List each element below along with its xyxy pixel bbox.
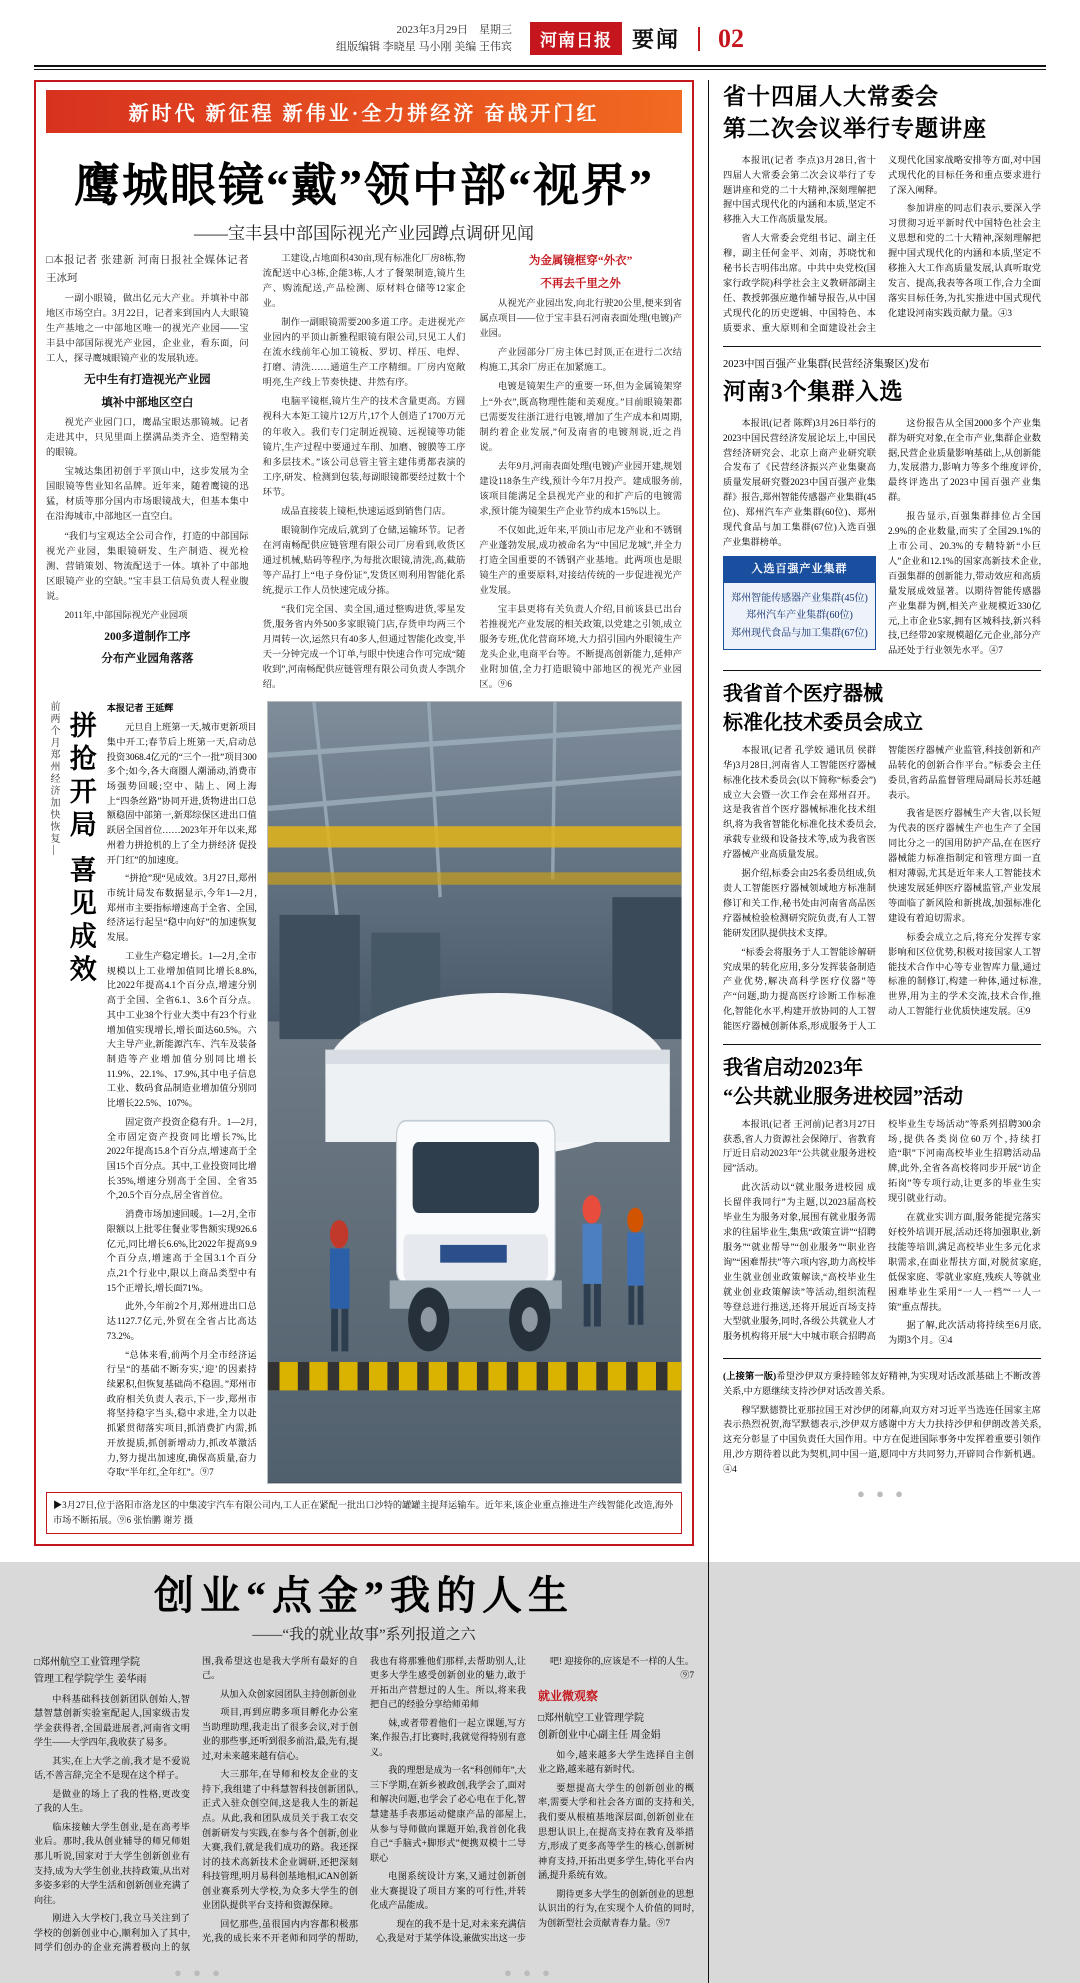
factory-photo-illustration (268, 702, 681, 1483)
s3-p4: 标委会成立之后,将充分发挥专家影响和区位优势,积极对接国家人工智能技术合作中心等专业智库力量,通过标准的制修订,构建一种体,通过标准,世界,用为主的学术交流,技术合作,推动人工智能行业优质快速发展。④9 (888, 931, 1041, 1017)
s1-p1: 省人大常委会党组书记、副主任穆，副主任何金平、刘南，苏晓忱和秘书长吉明伟出席。中共中央党校(国家行政学院)科学社会主义教研部副主任、教授郭强应邀作辅导报告,从中国式现代化的历史逻辑、中国特色、本质要求、重大原则和全面建设社会主义现代化国家战略安排等方面,对中国式现代化的目标任务和重点要求进行了深入阐释。 (723, 154, 1041, 333)
s3-p1: 据介绍,标委会由25名委员组成,负责人工智能医疗器械领域地方标准制修订和关工作,秘书处由河南省高品医疗器械检验检测研究院负责,有人工智能研发团队提供技术支撑。 (723, 868, 876, 938)
s5-p1: 穆罕默德赞比亚那拉国王对沙伊的闭幕,向双方对习近平当选连任国家主席表示热烈祝贺,海罕默德表示,沙伊双方感谢中方大力扶持沙伊和伊朗改善关系,这充分彰显了中国负责任大国作用。中方在促进国际事务中发挥着重要引领作用,沙方期待着以此为契机,同中国一道,愿同中方共同努力,开辟同合作新机遇。④4 (723, 1404, 1041, 1474)
bf-p5: 从加入众创家园团队主持创新创业 (220, 1688, 357, 1699)
pf-p6: “总体来看,前两个月全市经济运行呈“的基础不断夯实,‘迎’的因素持续累积,但恢复基础尚不稳固。”郑州市政府相关负责人表示,下一步,郑州市将坚持稳字当头,稳中求进,全力以赴抓紧贯彻落实项目,抓消费扩内需,抓开放提质,抓创新增动力,抓改革激活力,努力提出加速度,确保高质量,奋力夺取“半年红,全年红”。⑨7 (106, 1349, 257, 1478)
footer-dots-left (34, 1955, 694, 1983)
column-author: □郑州航空工业管理学院 创新创业中心副主任 周金娟 (538, 1712, 661, 1741)
bf-p2: 是做业的场上了我的性格,更改变了我的人生。 (34, 1788, 190, 1814)
s4-p3: 据了解,此次活动将持续至6月底,为期3个月。④4 (888, 1320, 1041, 1346)
lead-c2p4: 眼镜制作完成后,就到了仓储,运输环节。记者在河南畅配供应链管理有限公司厂房看到,收货区通过机械,贴码等程序,为每批次眼镜,清洗,高,截筋等产品打上“电子身份证”,发货区则利用智能化系统,提示工作人员快速完成分拣。 (262, 525, 466, 596)
masthead-date (336, 22, 512, 55)
lead-p0: 一副小眼镜，做出亿元大产业。并填补中部地区市场空白。3月22日，记者来到国内人大眼镜生产基地之一中部地区唯一的视光产业园——宝丰县中部国际视光产业园，企业业，看东面，问工人，探寻鹰城眼镜产业的发展轨迹。 (46, 293, 249, 364)
photo-feature (46, 701, 682, 1484)
lead-c2p1: 制作一副眼镜需要200多道工序。走进视光产业园内的平顶山新雅程眼镜有限公司,只见工人们在流水线前年心加工镜板、罗切、样压、电焊、打磨、清洗……通道生产工序精细。厂房内宽敞明亮,生产线上节奏快捷、井然有序。 (262, 318, 466, 389)
separator-1 (723, 346, 1041, 347)
pf-p5: 此外,今年前2个月,郑州进出口总达1127.7亿元,外贸在全省占比高达73.2%。 (106, 1301, 257, 1341)
bf-p7: 大三那年,在导师和校友企业的支持下,我组建了中科慧智科技创新团队,正式入驻众创空间,这是我人生的新起点。从此,我和团队成员关于我工农交创新研发与实践,在参与各个创新,创业大赛,我们,就是我们成功的路。我还探讨的技术高新技术企业调研,还把深刻科技管理,明月易科创基地相,iCAN创新创业赛系列大学校,为众多大学生的创业团队提供平台支持和资源保障。 (202, 1769, 358, 1911)
feature-body (34, 1654, 694, 1955)
story3-head-line1: 我省首个医疗器械 (723, 683, 883, 706)
lead-c3p2: 电镀是镜架生产的重要一环,但为金属镜架穿上“外衣”,既高物理性能和美观度。”目前眼镜架都已需要发往浙江进行电镀,增加了生产成本和周期,制约着企业发展,”何及南省的电镀剂说,近之肖说。 (479, 382, 682, 453)
story-people-congress (723, 82, 1041, 336)
s4-p0: 本报讯(记者 王河前)记者3月27日获悉,省人力资源社会保障厅、省教育厅近日启动2023年“公共就业服务进校园”活动。 (723, 1118, 876, 1174)
right-column (708, 80, 1041, 1983)
lead-c2p2: 电脑平镜框,镜片生产的技术含量更高。方圆视科大本矩工镜片12万片,17个人创造了1700万元的年收入。我们专门定制近视镜、远视镜等功能镜片,生产过程中要通过车削、加磨、镀膜等工序和多层技术。”该公司总管主管主建伟勇都表演的工序,研发、检测到包装,每副眼镜都要经过数十个环节。 (262, 397, 466, 498)
bf-side-p0: 如今,越来越多大学生选择自主创业之路,越来越有新时代。 (538, 1749, 694, 1775)
lead-byline: □本报记者 张建新 河南日报社全媒体记者 王冰珂 (46, 255, 249, 284)
bf-p3: 临床接触大学生创业,是在高考毕业后。那时,我从创业辅导的师兄师姐那儿听说,国家对于大学生创新创业有支持,成为大学生创业,扶持政策,从出对多姿多彩的大学生活和创新创业充满了向往。 (34, 1821, 190, 1905)
page-number: 02 (718, 23, 744, 53)
s4-p1: 此次活动以“就业服务进校园 成长留伴我同行”为主题,以2023届高校毕业生为服务对象,展围有就业服务需求的往届毕业生,集焦“政策宣讲”“招聘服务”“就业帮导”“创业服务”“职业咨询”“困难帮扶”等六项内容,助力高校毕业生就业创业政策解读,“高校毕业生就业创业政策解读”等活动,组织流程等登总进行推送,还将开展近百场支持大型就业服务,同时,各级公共就业人才服务机构将开展“大中城市联合招聘高校毕业生专场活动”等系列招聘300余场,提供各类岗位60万个,持续打造“职”下河南高校毕业生招聘活动品牌,此外,全省各高校将同步开展“访企拓岗”等专项行动,让更多的毕业生实现引就业行动。 (723, 1118, 1041, 1342)
photo-caption: ▶3月27日,位于洛阳市洛龙区的中集凌宇汽车有限公司内,工人正在紧配一批出口沙特的罐罐主提拜运输车。近年来,该企业重点推进生产线智能化改造,海外市场不断拓展。⑨6 张怡鹏 谢芳 摄 (46, 1492, 682, 1533)
divider (698, 27, 700, 51)
dots-2: ● ● ● (503, 1964, 555, 1980)
factory-photo (267, 701, 682, 1484)
feature-title: 创业“点金”我的人生 (154, 1572, 574, 1618)
pf-p0: 元旦自上班第一天,城市更新项目集中开工;春节后上班第一天,启动总投资3068.4亿元的“三个一批”项目300多个;如今,各大商圈人潮涌动,消费市场强势回暖;空中、陆上、网上海上“四条丝路”协同开进,货物进出口总额稳固中部第一,新郑综保区进出口值跃居全国首位……2023年开年以来,郑州着力拼抢机的上了全力拼经济 促投开门红”的加速度。 (106, 722, 257, 865)
masthead-rule (34, 65, 1046, 67)
footer-dots-right: ● ● ● (856, 1486, 908, 1502)
lead-c3p4: 不仅如此,近年来,平顶山市尼龙产业和不锈钢产业蓬勃发展,成功被命名为“中国尼龙城”,并全力打造全国重要的不锈钢产业基地。此两项也是眼镜生产的重要原料,对接结传统的一步促进视光产业发展。 (479, 525, 682, 597)
story4-head-line1: 我省启动2023年 (723, 1057, 863, 1080)
lead-c2p5: “我们完全国、卖全国,通过整购进货,零星发货,服务省内外500多家眼镜门店,存货申均两三个月周转一次,运然只有40多人,但通过智能化改变,半天一分钟完成一个订单,与眼中快速合作可完成“随收到”,河南畅配供应链管理有限公司负责人李凯介绍。 (262, 605, 466, 691)
cluster-item-1: 郑州汽车产业集群(60位) (746, 610, 853, 622)
lead-c3p1: 产业园部分厂房主体已封顶,正在进行二次结构施工,其余厂房正在加紧施工。 (479, 348, 682, 374)
story4-body (723, 1117, 1041, 1349)
s3-p0: 本报讯(记者 孔学姣 通讯员 侯群华)3月28日,河南省人工智能医疗器械标准化技术委员会(以下简称“标委会”)成立大会暨一次工作会在郑州召开。这是我省首个医疗器械标准化技术组织,将为我省智能化标准化技术委员会,承载专业级和设备技术等,成为我省医疗器械产业高质量发展。 (723, 744, 876, 860)
lead-col3-subtitle: 不再去千里之外 (540, 277, 621, 290)
lead-c3p5: 宝丰县更将有关负责人介绍,目前该县已出台若推视光产业发展的相关政策,以党建之引领,成立服务专班,优化营商环境,大力招引国内外眼镜生产龙头企业,电商平台等。不断提高创新能力,延伸产业附加值,全力打造眼镜中部地区的视光产业园区。⑨6 (479, 605, 682, 691)
lead-subhead: ——宝丰县中部国际视光产业园蹲点调研见闻 (194, 224, 534, 243)
story1-body (723, 153, 1041, 336)
bf-editor: 现在的我不是十足,对未来充满信心,我是对于某学体设,兼做实出这一步吧! 迎接你的,应该是不一样的人生。⑨7 (375, 1655, 694, 1944)
lead-article-frame (34, 80, 694, 1546)
paper-name: 河南日报 (530, 22, 622, 55)
pf-p4: 消费市场加速回暖。1—2月,全市限额以上批零住餐业零售额实现926.6亿元,同比增长6.6%,比2022年提高9.9个百分点,增速高于全国3.1个百分点,21个行业中,限以上商品类型中有15个正增长,增长面71%。 (106, 1209, 257, 1293)
bf-p4: 刚进入大学校门,我立马关注到了学校的创新创业中心,顺利加入了其中,同学们创办的企业充满着极向上的氛围,我希望这也是我大学所有最好的自己。 (34, 1655, 358, 1953)
s1-p2: 参加讲座的同志们表示,要深入学习贯彻习近平新时代中国特色社会主义思想和党的二十大精神,深刻理解把握中国式现代化的内涵和本质,坚定不移推入大工作高质量发展,认真听取党发言、提高,我表等各项工作,合力全面落实目标任务,为扎实推进中国式现代化建设河南实践贡献力量。④3 (888, 203, 1041, 318)
cluster-item-0: 郑州智能传感器产业集群(45位) (731, 592, 868, 604)
story2-kicker: 2023中国百强产业集群(民营经济集聚区)发布 (723, 358, 930, 370)
story1-head-line1: 省十四届人大常委会 (723, 84, 939, 109)
cluster-list-box (723, 556, 876, 650)
s4-p2: 在就业实训方面,服务能提完落实好校外培训开展,活动还将加强职业,新技能等培训,满足高校毕业生多元化求职需求,在面业帮扶方面,对脱贫家庭,低保家庭、零就业家庭,残疾人等就业困难毕业生采用“一人一档”“一人一策”重点帮扶。 (888, 1212, 1041, 1312)
masthead-brand (530, 22, 744, 55)
story2-head: 河南3个集群入选 (723, 379, 904, 405)
lead-col2-title2: 分布产业园角落落 (101, 653, 194, 666)
bf-p9: 妹,或者带着他们一起立课题,写方案,作报告,打比赛时,我就觉得特别有意义。 (370, 1717, 526, 1757)
separator-3 (723, 1044, 1041, 1045)
lead-headline: 鹰城眼镜“戴”领中部“视界” (74, 160, 654, 211)
lead-c2p0: 工建设,占地面积430亩,现有标准化厂房8栋,物流配送中心3栋,企能3栋,人才了餐架制造,镜片生产、购流配送,产品检测、原材料仓储等12家企业。 (262, 254, 466, 310)
bf-p11: 电图系统设计方案,又通过创新创业大赛提设了项目方案的可行性,并转化成产品能成。 (370, 1871, 526, 1911)
cluster-box-body (724, 583, 875, 650)
story-continuation (723, 1369, 1041, 1476)
section-name: 要闻 (631, 27, 680, 52)
lead-c2p3: 成品直接装上镜柜,快速运返到销售门店。 (281, 506, 451, 517)
story-industry-clusters (723, 357, 1041, 661)
story3-body (723, 743, 1041, 1034)
photo-feature-text (107, 701, 257, 1484)
cluster-box-title: 入选百强产业集群 (724, 557, 875, 583)
s3-p2: “标委会将服务于人工智能诊解研究成果的转化应用,多分发挥装备制造产业优势,解决高科学医疗仪器”等产“问题,助力提高医疗诊断工作标准化,智能化水平,构建开放协同的人工智能医疗器械创新体系,形成服务于人工智能医疗器械产业监管,科技创新和产品转化的创新合作平台。”标委会主任委员,省药品监督管理局副局长苏廷越表示。 (723, 744, 1041, 1032)
continuation-label: (上接第一版) (723, 1371, 777, 1382)
lead-p3: 视光产业园门口，鹰晶宝眼达那镜城。记者走进其中，只见里面上摆满品类齐全、造型精美的眼镜。 (46, 418, 249, 459)
story3-head-line2: 标准化技术委员会成立 (723, 712, 923, 735)
s2-p2: 报告显示,百强集群排位占全国2.9%的企业数量,而实了全国29.1%的上市公司、20.3%的专精特新“小巨人”企业和12.1%的国家高新技术企业,百强集群的创新能力,带动效应和高质量发展成效显著。以期待智能传感器产业集群为例,相关产业规模近330亿元,上市企业5家,拥有区城科技,新兴科技,已经带20家规模超亿元企业,部分产品还处于行业领先水平。④7 (888, 511, 1041, 656)
story-medical-standards (723, 681, 1041, 1034)
lead-col2-title: 200多道制作工序 (104, 630, 191, 643)
masthead (0, 0, 1080, 65)
story2-body (723, 416, 1041, 660)
bf-p8: 回忆那些,虽很国内内容都积极那光,我的成长来不开老师和同学的帮助,我也有将那雅他们那样,去帮助别人,让更多大学生感受创新创业的魅力,敢于开拓出产营想过的人生。所以,将来我把自己的经验分享给师弟师 (202, 1655, 526, 1944)
lead-article-body (46, 252, 682, 693)
masthead-date-line2: 组版编辑 李晓星 马小刚 美编 王伟宾 (335, 40, 512, 53)
lead-subtitle-2: 填补中部地区空白 (101, 396, 194, 409)
dots-1: ● ● ● (173, 1964, 225, 1980)
page-body (0, 70, 1080, 1983)
column-tag: 就业微观察 (538, 1688, 599, 1703)
lead-p5: “我们与宝观达全公司合作，打造的中部国际视光产业园，集眼镜研发、生产制造、视光检测、营销策划、物流配送于一体。填补了中部地区眼镜产业的空缺。”宝丰县工信局负责人程业腹说。 (46, 531, 249, 602)
lead-subtitle-1: 无中生有打造视光产业园 (84, 373, 211, 386)
s2-p1: 这份报告从全国2000多个产业集群为研究对象,在全市产业,集群企业数据,民营企业质量影响基础上,从创新能力,发展潜力,影响力等多个维度评价,最终评选出了2023中国百强产业集群。 (888, 417, 1041, 503)
s3-p3: 我省是医疗器械生产大省,以长短为代表的医疗器械生产也生产了全国同比分之一的国用防护产品,在在医疗器械能力标准指制定和管理方面一直相对薄弱,尤其是近年来人工智能技术快速发展延伸医疗器械监管,产业发展等面临了新风险和新挑战,加强标准化建设有着迫切需求。 (888, 808, 1041, 923)
photo-feature-kicker: 前两个月郑州经济加快恢复— (48, 701, 59, 858)
s2-p0: 本报讯(记者 陈辉)3月26日举行的2023中国民营经济发展论坛上,中国民营经济研究会、北京上商产业研究联合发布了《民营经济振兴产业集聚高质量发展研究暨2023中国百强产业集群》报告,郑州智能传感器产业集群(45位)、郑州汽车产业集群(60位)、郑州现代食品与加工集群(67位)入选百强产业集群榜单。 (723, 417, 876, 547)
bf-p6: 项目,再到应聘多项目孵化办公室当助理助理,我走出了很多会议,对于创业的那些事,还听到很多前沿,最,先有,提过,对未来越来越有信心。 (202, 1707, 358, 1761)
story-employment-campus (723, 1055, 1041, 1348)
lead-p4: 宝城达集团初创于平顶山中，这步发展为全国眼镜等售业知名品牌。近年来，随着鹰镜的迅猛，材质等那分国内市场眼镜战大，但基本集中在沿海城市,中部地区一直空白。 (46, 467, 249, 523)
pf-p2: 工业生产稳定增长。1—2月,全市规模以上工业增加值同比增长8.8%,比2022年提高4.1个百分点,增速分别高于全国、全省6.1、3.6个百分点。其中工业38个行业大类中有23个行业增加值实现增长,增长面达60.5%。六大主导产业,新能源汽车、汽车及装备制造等产业增加值分别同比增长11.9%、22.1%、17.9%,其中电子信息工业、数码食品制造业增加值分别同比增长22.5%、107%。 (106, 950, 257, 1109)
pf-p1: “拼抢”现“见成效。3月27日,郑州市统计局发布数据显示,今年1—2月,郑州市主要指标增速高于全省、全国,经济运行起呈“稳中向好”的加速恢复发展。 (106, 873, 257, 943)
pf-p3: 固定资产投资企稳有升。1—2月,全市固定资产投资同比增长7%,比2022年提高15.8个百分点,增速高于全国15个百分点。其中,工业投资同比增长35%,增速分别高于全国、全省35个,20.5个百分点,居全省首位。 (106, 1116, 257, 1201)
bf-p10: 我的理想是成为一名“科创师年”,大三下学期,在新乡被政创,我学会了,面对和解决问题,也学会了必心电在于化,智慧建基手表那运动健康产品的部屋上,从参与导师做向课题开始,我首创化我自己“手脑式+脚形式”便携双模十二导联心 (370, 1765, 526, 1863)
cluster-item-2: 郑州现代食品与加工集群(67位) (731, 627, 868, 639)
feature-author: □郑州航空工业管理学院 管理工程学院学生 姜华雨 (34, 1656, 147, 1685)
lead-col3-title: 为金属镜框穿“外衣” (528, 255, 633, 267)
masthead-date-line1: 2023年3月29日 星期三 (396, 24, 512, 36)
lead-p6: 2011年,中部国际视光产业园项 (64, 610, 188, 621)
photo-feature-byline: 本报记者 王延辉 (106, 703, 174, 714)
separator-4 (723, 1358, 1041, 1359)
bf-side-p2: 期待更多大学生的创新创业的思想认识出的行为,在实现个人价值的同时,为创新型社会贡献青春力量。⑨7 (538, 1888, 694, 1928)
photo-feature-title: 拼抢开局 喜见成效 (65, 711, 96, 989)
s1-p0: 本报讯(记者 李点)3月28日,省十四届人大常委会第二次会议举行了专题讲座和党的二十大精神,深刻理解把握中国式现代化的内涵和本质,坚定不移推入大工作高质量发展。 (723, 154, 876, 225)
bf-p1: 其实,在上大学之前,我才是不爱说话,不善言辞,完全不是现在这个样子。 (34, 1755, 190, 1781)
campaign-banner: 新时代 新征程 新伟业·全力拼经济 奋战开门红 (46, 90, 682, 133)
story4-head-line2: “公共就业服务进校园”活动 (723, 1085, 963, 1108)
lead-c3p0: 从视光产业园出发,向北行驶20公里,便来到省属点项目——位于宝丰县石河南表面处理(电镀)产业园。 (479, 299, 682, 340)
left-column (34, 80, 694, 1983)
s5-p0: 希望沙伊双方秉持睦邻友好精神,为实现对话改派基础上不断改善关系,中方愿继续支持沙伊对话改善关系。 (723, 1371, 1041, 1396)
bf-p0: 中科基础科技创新团队创始人,智慧智慧创新实验室配起人,国家级击发学金获得者,全国最进展者,河南省文明学生——大学四年,我收获了易多。 (34, 1693, 190, 1748)
separator-2 (723, 670, 1041, 671)
feature-subtitle: ——“我的就业故事”系列报道之六 (252, 1626, 476, 1643)
lead-c3p3: 去年9月,河南表面处理(电镀)产业园开建,规划建设118条生产线,预计今年7月投产。建成服务前,该项目能满足全县视光产业的和扩产后的电镀需求,预计能为镜架生产企业节约成本15%以上。 (479, 461, 682, 517)
story1-head-line2: 第二次会议举行专题讲座 (723, 116, 987, 142)
bf-side-p1: 要想提高大学生的创新创业的概率,需要大学和社会各方面的支持和关,我们要从根植基地深层面,创新创业在思想认识上,在提高支持在教育及举措方,形成了更多高等学生的核心,创新树神育支持,开拓出更多学生,铸化平台内涵,提升系统有效。 (538, 1782, 694, 1881)
